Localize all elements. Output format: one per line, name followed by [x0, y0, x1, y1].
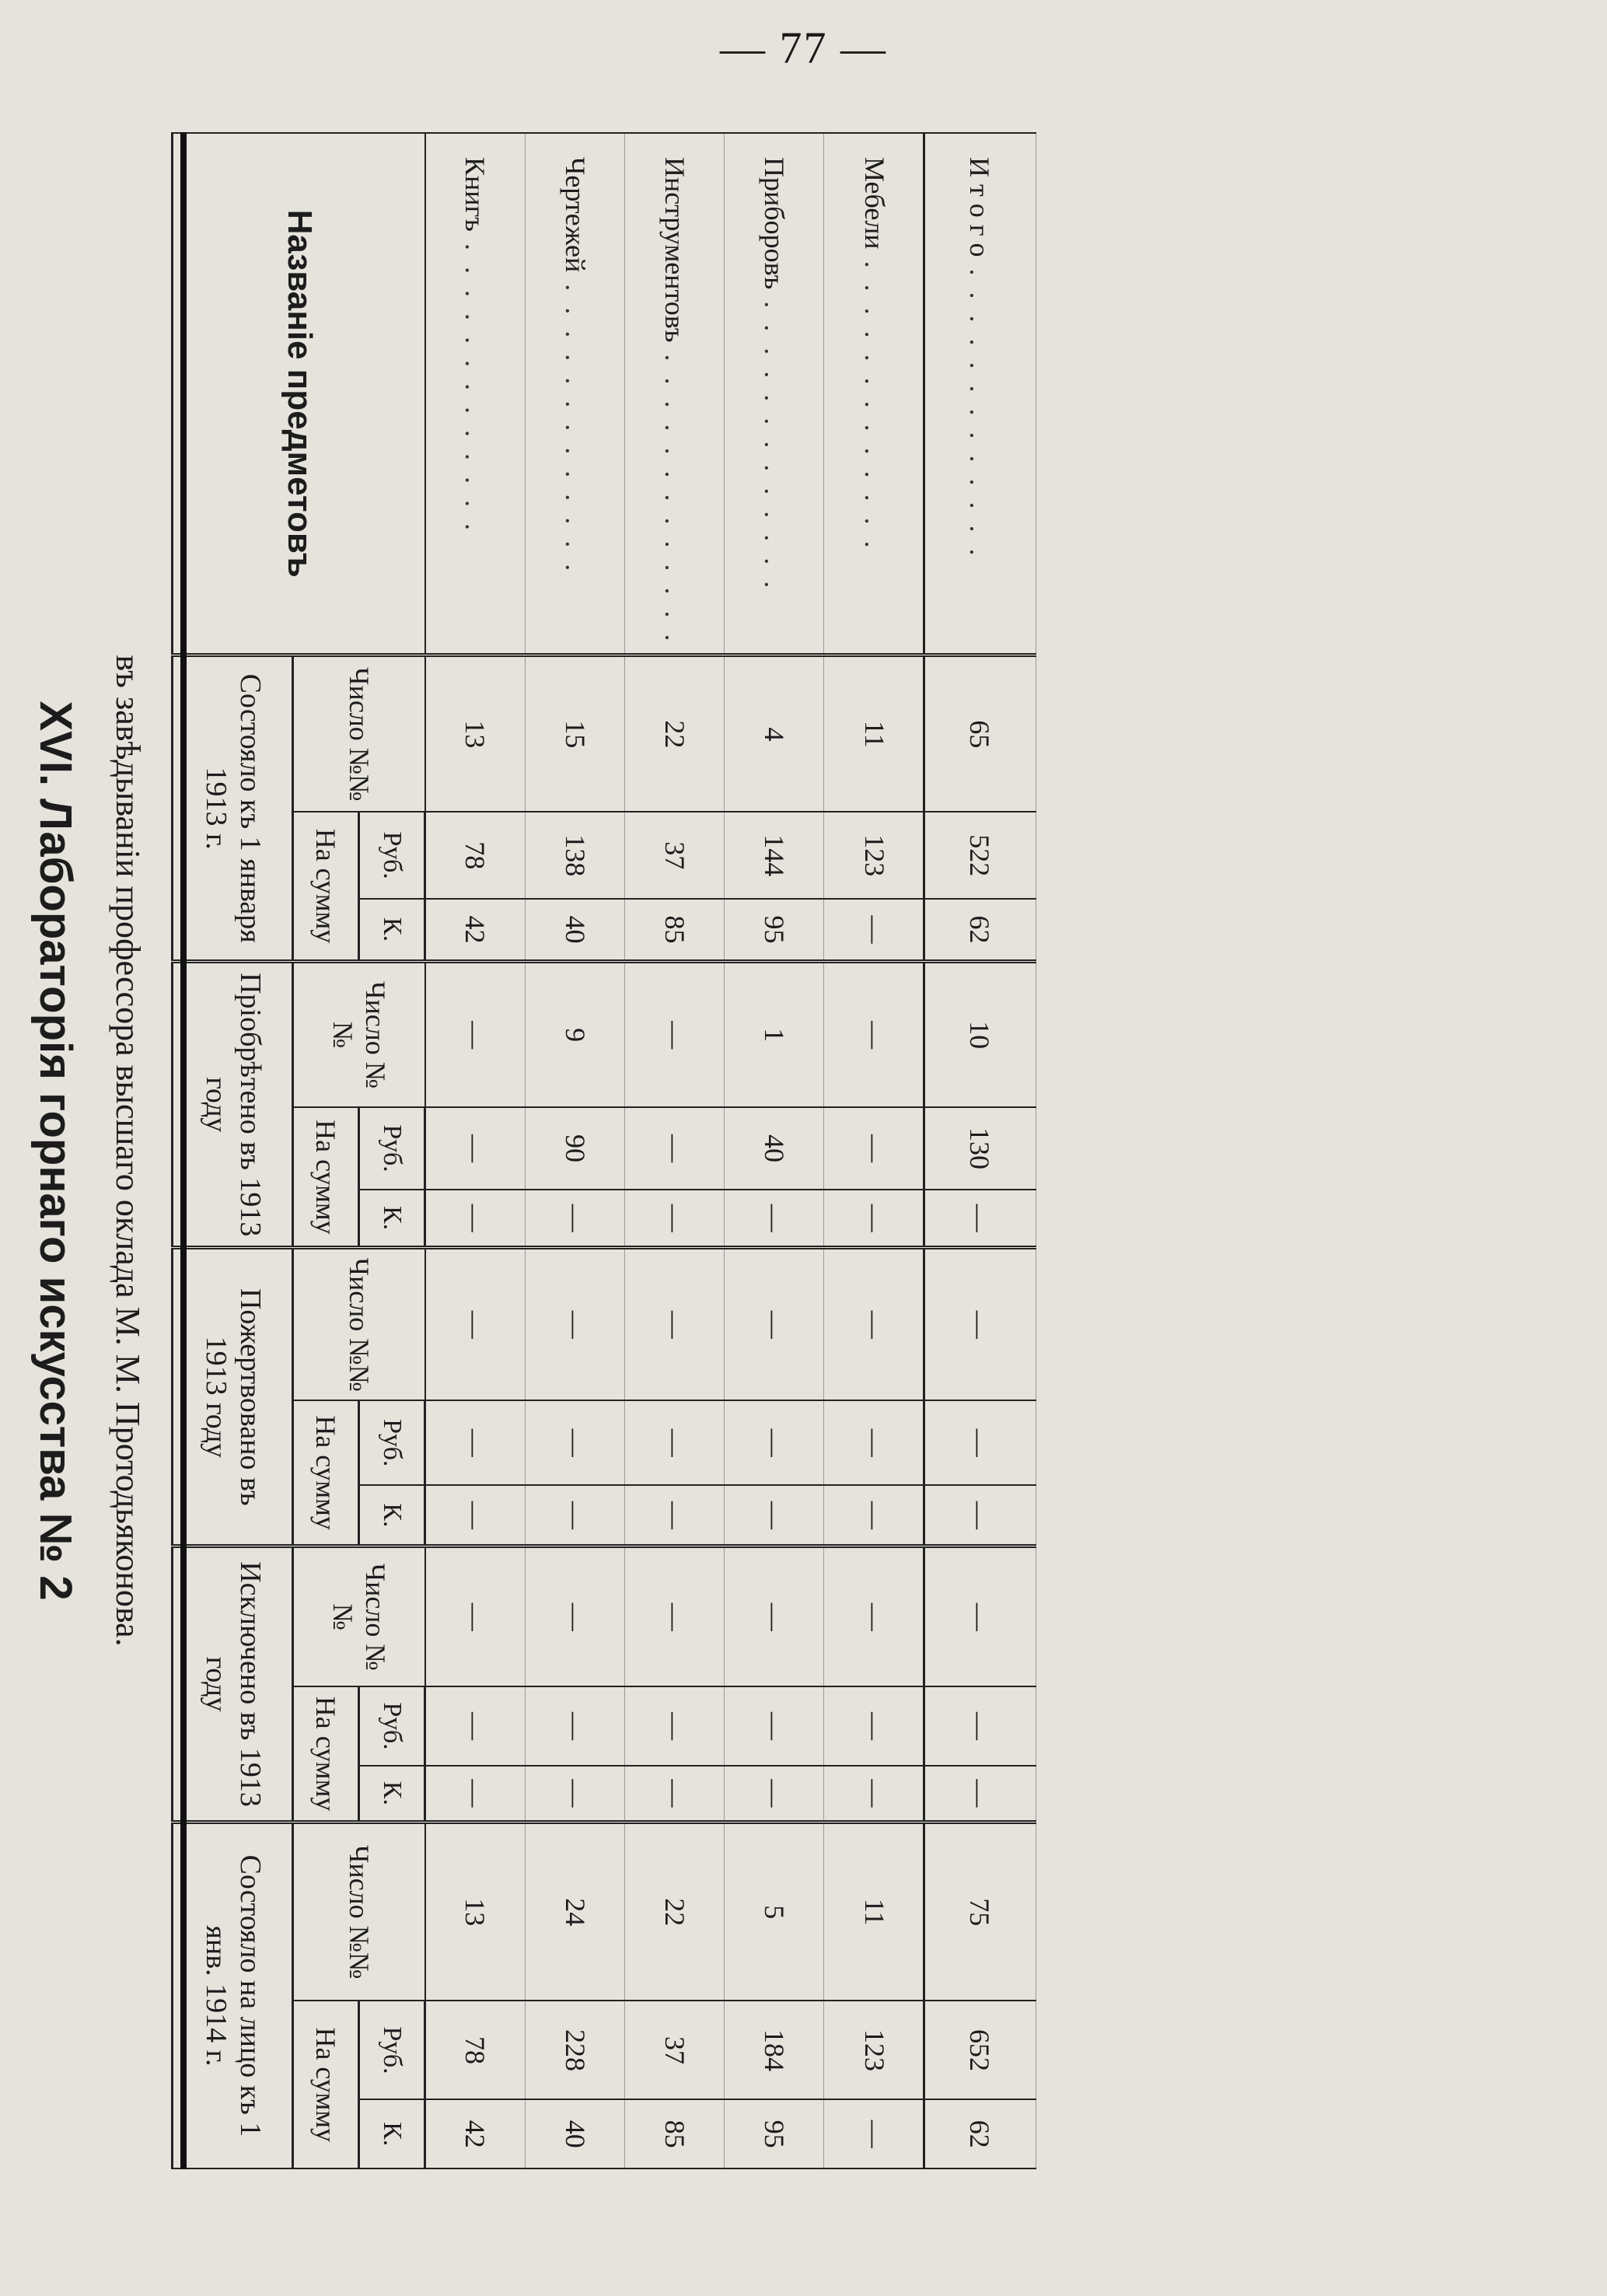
table-cell: —: [725, 1766, 824, 1822]
sum-header: На сумму: [293, 812, 359, 961]
count-header: Число №№: [293, 1822, 425, 2001]
table-cell: —: [625, 1766, 725, 1822]
table-cell: —: [625, 1190, 725, 1248]
table-cell: 123: [824, 2001, 924, 2099]
table-cell: 42: [425, 899, 526, 961]
row-name: Книгъ: [459, 157, 491, 232]
table-cell: 42: [425, 2099, 526, 2168]
table-cell: 522: [924, 812, 1036, 899]
kop-header: К.: [359, 1190, 425, 1248]
kop-header: К.: [359, 1485, 425, 1546]
table-cell: 62: [924, 899, 1036, 961]
table-cell: 65: [924, 655, 1036, 812]
table-cell: —: [425, 961, 526, 1107]
document-subtitle: въ завѣдываніи профессора высшаго оклада М. М. Протодьяконова.: [109, 655, 147, 1647]
group-header-start-1913: Состояло къ 1 января 1913 г.: [173, 655, 293, 961]
table-cell: —: [924, 1546, 1036, 1687]
table-cell: 37: [625, 2001, 725, 2099]
count-header: Число №№: [293, 655, 425, 812]
rotated-content: [0, 101, 1462, 2200]
table-cell: —: [824, 1107, 924, 1189]
table-cell: 75: [924, 1822, 1036, 2001]
table-cell: —: [725, 1190, 824, 1248]
row-name: И т о г о: [964, 157, 995, 257]
kop-header: К.: [359, 1766, 425, 1822]
sum-header: На сумму: [293, 1400, 359, 1546]
row-name: Приборовъ: [758, 157, 790, 290]
name-column-header: Названіе предметовъ: [173, 133, 425, 655]
table-cell: 10: [924, 961, 1036, 1107]
sum-header: На сумму: [293, 1686, 359, 1822]
table-cell: 9: [526, 961, 625, 1107]
table-cell: 652: [924, 2001, 1036, 2099]
row-name: Мебели: [858, 157, 890, 250]
table-cell: 13: [425, 1822, 526, 2001]
table-cell: —: [526, 1766, 625, 1822]
rub-header: Руб.: [359, 812, 425, 899]
table-cell: —: [526, 1248, 625, 1400]
table-cell: —: [425, 1248, 526, 1400]
row-label: [526, 133, 625, 655]
row-name: Инструментовъ: [659, 157, 690, 343]
inventory-table: [171, 132, 1036, 2169]
table-cell: —: [725, 1400, 824, 1485]
group-header-excluded-1913: Исключено въ 1913 году: [173, 1546, 293, 1822]
table-cell: —: [625, 1248, 725, 1400]
table-cell: —: [526, 1546, 625, 1687]
table-cell: —: [526, 1686, 625, 1766]
row-label: [924, 133, 1036, 655]
table-cell: —: [824, 2099, 924, 2168]
table-cell: 78: [425, 812, 526, 899]
table-cell: 95: [725, 899, 824, 961]
table-cell: —: [824, 961, 924, 1107]
sum-header: На сумму: [293, 2001, 359, 2168]
row-label: [625, 133, 725, 655]
rub-header: Руб.: [359, 1107, 425, 1189]
table-row: [526, 133, 625, 2168]
table-cell: 90: [526, 1107, 625, 1189]
table-cell: 40: [526, 2099, 625, 2168]
leader-dots: . . . . . . . . . . . . .: [858, 249, 890, 553]
row-name: Чертежей: [559, 157, 591, 273]
row-label: [824, 133, 924, 655]
table-cell: —: [824, 1766, 924, 1822]
table-cell: —: [625, 1485, 725, 1546]
table-cell: —: [824, 1686, 924, 1766]
leader-dots: . . . . . . . . . . . . .: [758, 289, 790, 593]
table-cell: —: [725, 1686, 824, 1766]
table-row: [425, 133, 526, 2168]
page-number: — 77 —: [720, 23, 887, 73]
table-cell: 85: [625, 899, 725, 961]
table-cell: —: [625, 1686, 725, 1766]
table-cell: 11: [824, 655, 924, 812]
table-cell: 228: [526, 2001, 625, 2099]
table-cell: 78: [425, 2001, 526, 2099]
table-bottom-rule: [180, 132, 187, 2169]
table-cell: —: [824, 1248, 924, 1400]
table-cell: 184: [725, 2001, 824, 2099]
table-cell: —: [425, 1686, 526, 1766]
rub-header: Руб.: [359, 1400, 425, 1485]
table-cell: —: [924, 1766, 1036, 1822]
table-cell: —: [924, 1686, 1036, 1766]
table-cell: —: [824, 1190, 924, 1248]
table-cell: 4: [725, 655, 824, 812]
table-cell: 130: [924, 1107, 1036, 1189]
sum-header: На сумму: [293, 1107, 359, 1248]
kop-header: К.: [359, 899, 425, 961]
table-cell: 22: [625, 655, 725, 812]
table-cell: —: [526, 1190, 625, 1248]
table-cell: —: [924, 1248, 1036, 1400]
table-cell: —: [725, 1546, 824, 1687]
row-label: [425, 133, 526, 655]
table-total-row: [924, 133, 1036, 2168]
table-cell: 11: [824, 1822, 924, 2001]
table-cell: 1: [725, 961, 824, 1107]
table-cell: —: [924, 1400, 1036, 1485]
table-cell: —: [625, 1107, 725, 1189]
table-row: [625, 133, 725, 2168]
table-cell: 5: [725, 1822, 824, 2001]
group-header-donated-1913: Пожертвовано въ 1913 году: [173, 1248, 293, 1546]
table-cell: 13: [425, 655, 526, 812]
group-header-acquired-1913: Пріобрѣтено въ 1913 году: [173, 961, 293, 1248]
table-cell: 144: [725, 812, 824, 899]
rub-header: Руб.: [359, 2001, 425, 2099]
group-header-start-1914: Состояло на лицо къ 1 янв. 1914 г.: [173, 1822, 293, 2168]
count-header: Число №№: [293, 961, 425, 1107]
table-cell: —: [824, 1546, 924, 1687]
table-cell: —: [625, 1546, 725, 1687]
table-cell: —: [625, 961, 725, 1107]
table-cell: —: [824, 1485, 924, 1546]
table-cell: 40: [526, 899, 625, 961]
table-cell: 123: [824, 812, 924, 899]
table-cell: —: [924, 1190, 1036, 1248]
leader-dots: . . . . . . . . . . . . .: [459, 231, 491, 535]
table-cell: 15: [526, 655, 625, 812]
table-cell: —: [924, 1485, 1036, 1546]
table-cell: —: [824, 1400, 924, 1485]
table-cell: —: [824, 899, 924, 961]
table-cell: —: [425, 1400, 526, 1485]
count-header: Число №№: [293, 1546, 425, 1687]
row-label: [725, 133, 824, 655]
table-cell: —: [425, 1107, 526, 1189]
table-row: [824, 133, 924, 2168]
table-cell: 62: [924, 2099, 1036, 2168]
count-header: Число №№: [293, 1248, 425, 1400]
table-cell: 95: [725, 2099, 824, 2168]
table-cell: 37: [625, 812, 725, 899]
table-cell: —: [425, 1190, 526, 1248]
table-cell: —: [526, 1400, 625, 1485]
table-cell: 138: [526, 812, 625, 899]
table-cell: 40: [725, 1107, 824, 1189]
table-row: [725, 133, 824, 2168]
table-cell: —: [425, 1546, 526, 1687]
table-cell: —: [725, 1485, 824, 1546]
table-cell: —: [625, 1400, 725, 1485]
table-cell: —: [425, 1485, 526, 1546]
rub-header: Руб.: [359, 1686, 425, 1766]
table-cell: 24: [526, 1822, 625, 2001]
leader-dots: . . . . . . . . . . . . .: [559, 272, 591, 576]
table-cell: —: [425, 1766, 526, 1822]
leader-dots: . . . . . . . . . . . . .: [964, 257, 995, 561]
document-title: XVI. Лабораторія горнаго искусства № 2: [30, 701, 81, 1601]
table-cell: —: [725, 1248, 824, 1400]
table-cell: 85: [625, 2099, 725, 2168]
table-cell: —: [526, 1485, 625, 1546]
kop-header: К.: [359, 2099, 425, 2168]
leader-dots: . . . . . . . . . . . . .: [659, 342, 690, 646]
table-cell: 22: [625, 1822, 725, 2001]
